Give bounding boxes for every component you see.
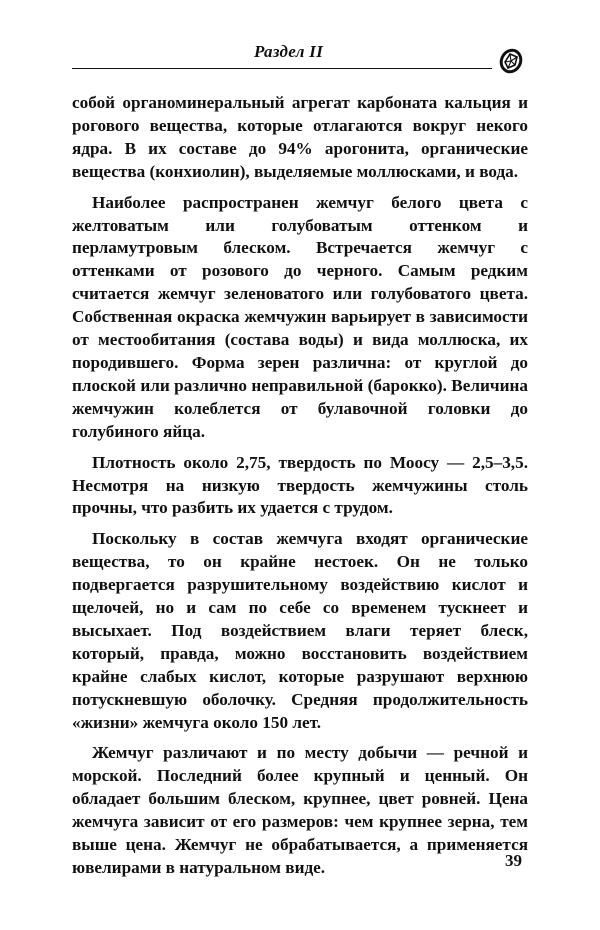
gem-logo-icon [496, 46, 526, 76]
paragraph-origin: Жемчуг различают и по месту добычи — речной и морской. Последний более крупный и ценный. Он обладает большим блеском, крупнее, цвет ровней. Цена жемчуга зависит от его размеров: чем крупнее зерна, тем выше цена. Жемчуг не обрабатывается, а применяется ювелирами в натуральном виде. [72, 743, 528, 877]
page-number: 39 [505, 851, 522, 870]
paragraph-continuation: собой органоминеральный агрегат карбоната кальция и рогового вещества, которые отлагаются вокруг некого ядра. В их составе до 94% арогонита, органические вещества (конхиолин), выделяемые моллюсками, и вода. [72, 93, 528, 181]
paragraph-color: Наиболее распространен жемчуг белого цвета с желтоватым или голубоватым оттенком и перламутровым блеском. Встречается жемчуг с оттенками от розового до черного. Самым редким считается жемчуг зеленоватого или голубоватого цвета. Собственная окраска жемчужин варьирует в зависимости от местообитания (состава воды) и вида моллюска, их породившего. Форма зерен различна: от круглой до плоской или различно неправильной (барокко). Величина жемчужин колеблется от булавочной головки до голубиного яйца. [72, 192, 528, 441]
paragraph-durability: Поскольку в состав жемчуга входят органические вещества, то он крайне нестоек. Он не только подвергается разрушительному воздействию кислот и щелочей, но и сам по себе со временем тускнеет и высыхает. Под воздействием влаги теряет блеск, который, правда, можно восстановить воздействием крайне слабых кислот, которые разрушают верхнюю потускневшую оболочку. Средняя продолжительность «жизни» жемчуга около 150 лет. [72, 529, 528, 732]
header-rule [72, 68, 492, 69]
paragraph-density: Плотность около 2,75, твердость по Моосу — 2,5–3,5. Несмотря на низкую твердость жемчужины столь прочны, что разбить их удается с трудом. [72, 452, 528, 518]
page-body [72, 92, 528, 888]
section-title: Раздел II [254, 42, 324, 61]
running-header [72, 40, 527, 80]
